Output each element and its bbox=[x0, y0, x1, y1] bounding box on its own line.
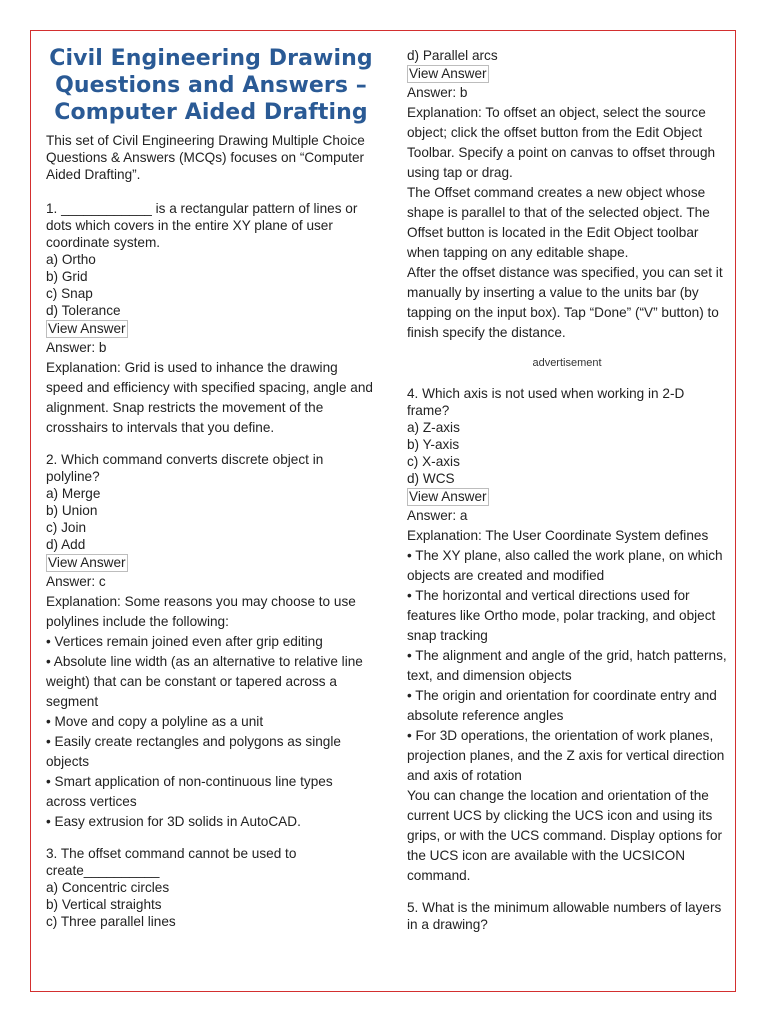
option-b: b) Grid bbox=[46, 269, 88, 284]
view-answer-button[interactable]: View Answer bbox=[48, 321, 126, 336]
question-text: 4. Which axis is not used when working in 2-D frame? bbox=[407, 386, 685, 418]
explanation-bullet: • For 3D operations, the orientation of work planes, projection planes, and the Z axis for vertical direction and axis of rotation bbox=[407, 728, 725, 783]
view-answer-button[interactable]: View Answer bbox=[409, 66, 487, 81]
option-a: a) Merge bbox=[46, 486, 101, 501]
explanation-text: Explanation: The User Coordinate System defines bbox=[407, 528, 709, 543]
answer-text: Answer: b bbox=[46, 340, 107, 355]
explanation-bullet: • The XY plane, also called the work plane, on which objects are created and modified bbox=[407, 548, 723, 583]
explanation-text: The Offset command creates a new object whose shape is parallel to that of the selected object. The Offset button is located in the Edit Object toolbar when tapping on any editable shape. bbox=[407, 185, 710, 260]
option-a: a) Ortho bbox=[46, 252, 96, 267]
page-frame bbox=[30, 30, 736, 992]
advertisement-label: advertisement bbox=[532, 357, 602, 369]
explanation-bullet: • Smart application of non-continuous line types across vertices bbox=[46, 774, 333, 809]
question-1 bbox=[46, 200, 376, 438]
explanation-bullet: • Absolute line width (as an alternative to relative line weight) that can be constant or tapered across a segment bbox=[46, 654, 363, 709]
explanation-bullet: • The alignment and angle of the grid, hatch patterns, text, and dimension objects bbox=[407, 648, 727, 683]
option-d: d) Parallel arcs bbox=[407, 48, 498, 63]
view-answer-button[interactable]: View Answer bbox=[409, 489, 487, 504]
explanation-bullet: • Vertices remain joined even after grip editing bbox=[46, 634, 323, 649]
question-3 bbox=[46, 845, 376, 930]
answer-text: Answer: c bbox=[46, 574, 106, 589]
page-title: Civil Engineering Drawing Questions and Answers – Computer Aided Drafting bbox=[49, 46, 373, 125]
option-c: c) X-axis bbox=[407, 454, 460, 469]
question-5 bbox=[407, 899, 727, 933]
option-c: c) Snap bbox=[46, 286, 93, 301]
explanation-text: Explanation: Grid is used to inhance the drawing speed and efficiency with specified spacing, angle and alignment. Snap restricts the movement of the crosshairs to intervals that you define. bbox=[46, 360, 373, 435]
question-text: 1. ____________ is a rectangular pattern of lines or dots which covers in the entire XY plane of user coordinate system. bbox=[46, 201, 358, 250]
question-text: 2. Which command converts discrete object in polyline? bbox=[46, 452, 324, 484]
explanation-bullet: • Easy extrusion for 3D solids in AutoCAD. bbox=[46, 814, 301, 829]
question-text: 5. What is the minimum allowable numbers of layers in a drawing? bbox=[407, 900, 722, 932]
option-b: b) Union bbox=[46, 503, 98, 518]
question-2 bbox=[46, 451, 376, 832]
question-4 bbox=[407, 385, 727, 886]
question-3-continued bbox=[407, 47, 727, 343]
answer-text: Answer: b bbox=[407, 85, 468, 100]
explanation-text: You can change the location and orientation of the current UCS by clicking the UCS icon and using its grips, or with the UCS command. Display options for the UCS icon are available with the UCSICON command. bbox=[407, 788, 723, 883]
explanation-bullet: • Move and copy a polyline as a unit bbox=[46, 714, 264, 729]
explanation-bullet: • Easily create rectangles and polygons as single objects bbox=[46, 734, 341, 769]
option-d: d) Tolerance bbox=[46, 303, 121, 318]
option-b: b) Y-axis bbox=[407, 437, 460, 452]
intro-text: This set of Civil Engineering Drawing Multiple Choice Questions & Answers (MCQs) focuses on “Computer Aided Drafting”. bbox=[46, 133, 365, 182]
option-d: d) Add bbox=[46, 537, 86, 552]
option-a: a) Z-axis bbox=[407, 420, 460, 435]
answer-text: Answer: a bbox=[407, 508, 468, 523]
explanation-bullet: • The horizontal and vertical directions used for features like Ortho mode, polar tracking, and object snap tracking bbox=[407, 588, 716, 643]
option-c: c) Join bbox=[46, 520, 87, 535]
explanation-bullet: • The origin and orientation for coordinate entry and absolute reference angles bbox=[407, 688, 717, 723]
explanation-text: Explanation: To offset an object, select the source object; click the offset button from the Edit Object Toolbar. Specify a point on canvas to offset through using tap or drag. bbox=[407, 105, 716, 180]
question-text: 3. The offset command cannot be used to create__________ bbox=[46, 846, 297, 878]
explanation-text: Explanation: Some reasons you may choose to use polylines include the following: bbox=[46, 594, 356, 629]
explanation-text: After the offset distance was specified, you can set it manually by inserting a value to the units bar (by tapping on the input box). Tap “Done” (“V” button) to finish specify the distance. bbox=[407, 265, 723, 340]
view-answer-button[interactable]: View Answer bbox=[48, 555, 126, 570]
right-column bbox=[407, 47, 727, 933]
left-column bbox=[46, 31, 376, 930]
option-a: a) Concentric circles bbox=[46, 880, 170, 895]
option-c: c) Three parallel lines bbox=[46, 914, 176, 929]
option-d: d) WCS bbox=[407, 471, 455, 486]
option-b: b) Vertical straights bbox=[46, 897, 162, 912]
